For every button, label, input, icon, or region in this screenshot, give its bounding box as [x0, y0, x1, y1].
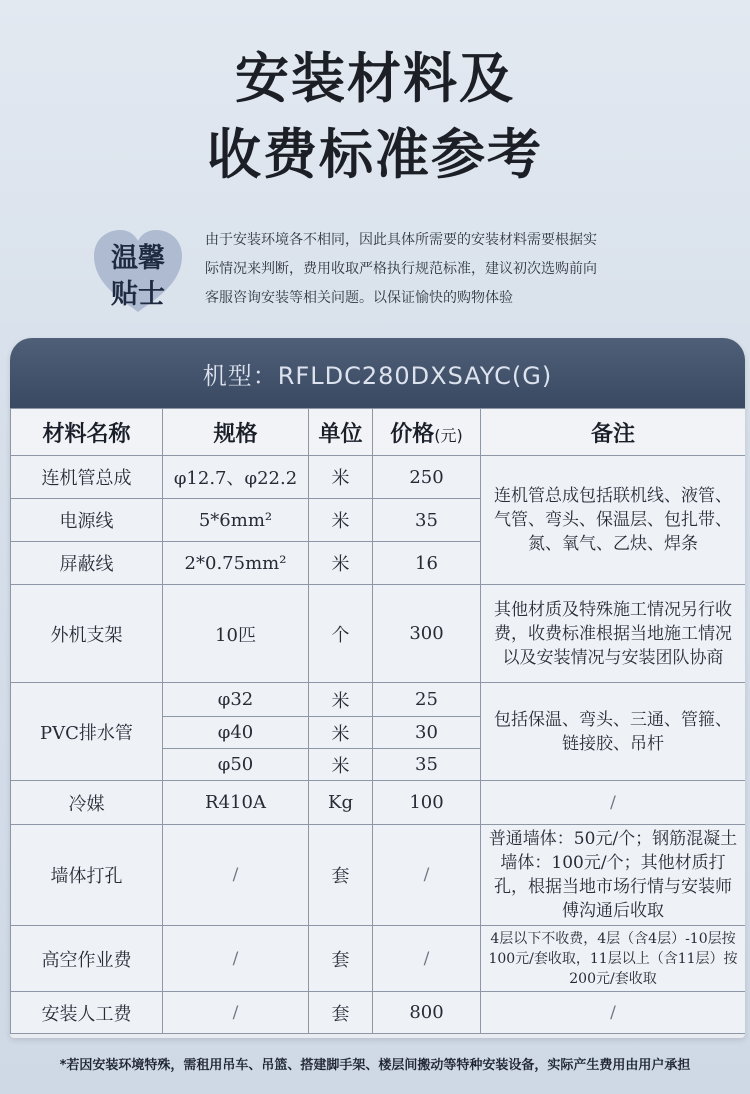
tip-line: 由于安装环境各不相同，因此具体所需要的安装材料需要根据实	[205, 232, 597, 248]
cell-unit: 套	[309, 992, 373, 1034]
cell-spec: 5*6mm²	[163, 499, 309, 542]
table-row	[11, 926, 746, 992]
cell-unit: 米	[309, 542, 373, 585]
cell-spec: /	[163, 992, 309, 1034]
cell-name: 连机管总成	[11, 456, 163, 499]
page-title-line1: 安装材料及	[235, 47, 515, 110]
table-row	[11, 683, 746, 717]
header-price	[373, 409, 481, 456]
cell-price: 250	[373, 456, 481, 499]
table-row	[11, 585, 746, 683]
cell-price: 300	[373, 585, 481, 683]
header-name: 材料名称	[11, 409, 163, 456]
tip-line: 客服咨询安装等相关问题。以保证愉快的购物体验	[205, 290, 513, 306]
cell-note: 包括保温、弯头、三通、管箍、链接胶、吊杆	[481, 683, 746, 781]
cell-name: 安装人工费	[11, 992, 163, 1034]
table-row	[11, 992, 746, 1034]
cell-name: PVC排水管	[11, 683, 163, 781]
cell-note: /	[481, 781, 746, 825]
cell-note: 4层以下不收费，4层（含4层）-10层按100元/套收取，11层以上（含11层）按200元/套收取	[481, 926, 746, 992]
cell-unit: Kg	[309, 781, 373, 825]
table-row	[11, 456, 746, 499]
tip-badge-line2: 贴士	[111, 279, 165, 310]
price-card	[10, 338, 745, 1038]
cell-unit: 套	[309, 825, 373, 926]
header-note: 备注	[481, 409, 746, 456]
cell-unit: 米	[309, 456, 373, 499]
cell-spec: /	[163, 825, 309, 926]
cell-unit: 米	[309, 499, 373, 542]
cell-note: 连机管总成包括联机线、液管、气管、弯头、保温层、包扎带、氮、氧气、乙炔、焊条	[481, 456, 746, 585]
cell-spec: φ32	[163, 683, 309, 717]
table-row	[11, 781, 746, 825]
header-price-unit: (元)	[434, 425, 463, 445]
cell-note: 其他材质及特殊施工情况另行收费，收费标准根据当地施工情况以及安装情况与安装团队协商	[481, 585, 746, 683]
cell-name: 墙体打孔	[11, 825, 163, 926]
cell-name: 电源线	[11, 499, 163, 542]
table-row	[11, 825, 746, 926]
cell-unit: 米	[309, 749, 373, 781]
cell-unit: 米	[309, 683, 373, 717]
page-title-line2: 收费标准参考	[207, 123, 543, 186]
cell-unit: 个	[309, 585, 373, 683]
header-price-label: 价格	[390, 421, 435, 447]
header-spec: 规格	[163, 409, 309, 456]
cell-price: 30	[373, 717, 481, 749]
cell-spec: φ12.7、φ22.2	[163, 456, 309, 499]
cell-price: /	[373, 926, 481, 992]
cell-note: 普通墙体：50元/个；钢筋混凝土墙体：100元/个；其他材质打孔，根据当地市场行情与安装师傅沟通后收取	[481, 825, 746, 926]
cell-price: 800	[373, 992, 481, 1034]
cell-spec: 10匹	[163, 585, 309, 683]
price-table	[10, 408, 745, 1034]
model-label: 机型：RFLDC280DXSAYC(G)	[202, 362, 553, 390]
cell-price: 35	[373, 749, 481, 781]
cell-price: 35	[373, 499, 481, 542]
card-header	[10, 338, 745, 409]
cell-note: /	[481, 992, 746, 1034]
cell-spec: R410A	[163, 781, 309, 825]
cell-name: 冷媒	[11, 781, 163, 825]
cell-price: 16	[373, 542, 481, 585]
cell-spec: 2*0.75mm²	[163, 542, 309, 585]
cell-price: 25	[373, 683, 481, 717]
cell-name: 屏蔽线	[11, 542, 163, 585]
tip-badge	[92, 228, 184, 314]
cell-unit: 米	[309, 717, 373, 749]
cell-spec: φ40	[163, 717, 309, 749]
footer-note: *若因安装环境特殊，需租用吊车、吊篮、搭建脚手架、楼层间搬动等特种安装设备，实际产生费用由用户承担	[59, 1058, 691, 1073]
cell-unit: 套	[309, 926, 373, 992]
table-header-row	[11, 409, 746, 456]
cell-price: /	[373, 825, 481, 926]
tip-text	[205, 226, 665, 313]
cell-price: 100	[373, 781, 481, 825]
cell-name: 外机支架	[11, 585, 163, 683]
header-unit: 单位	[309, 409, 373, 456]
cell-spec: φ50	[163, 749, 309, 781]
cell-spec: /	[163, 926, 309, 992]
cell-name: 高空作业费	[11, 926, 163, 992]
tip-badge-line1: 温馨	[111, 243, 165, 274]
tip-line: 际情况来判断，费用收取严格执行规范标准，建议初次选购前向	[205, 261, 597, 277]
